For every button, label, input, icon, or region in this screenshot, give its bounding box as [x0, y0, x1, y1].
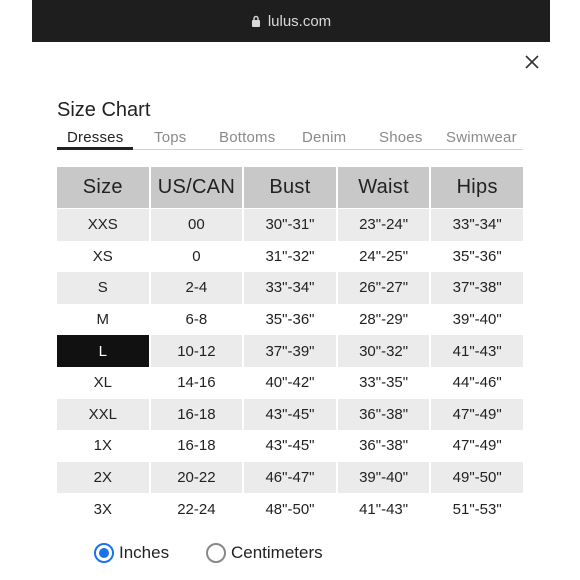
- table-body: [57, 209, 523, 525]
- table-row: [57, 241, 523, 273]
- cell-hips: 37"-38": [431, 272, 523, 304]
- table-row: [57, 304, 523, 336]
- browser-address-bar[interactable]: [32, 0, 550, 42]
- cell-size: XXL: [57, 399, 149, 431]
- cell-size: S: [57, 272, 149, 304]
- cell-waist: 36"-38": [338, 399, 430, 431]
- unit-selector: [94, 543, 414, 567]
- tab-tops[interactable]: Tops: [154, 129, 187, 146]
- cell-size: XS: [92, 247, 113, 265]
- radio-inches-circle[interactable]: [94, 543, 114, 563]
- cell-hips: 51"-53": [452, 500, 502, 518]
- radio-centimeters[interactable]: [206, 543, 323, 563]
- cell-us-can: 20-22: [151, 462, 243, 494]
- tab-denim[interactable]: Denim: [302, 129, 347, 146]
- cell-waist: 30"-32": [338, 335, 430, 367]
- page-margin-right: [550, 0, 580, 580]
- header-size: Size: [57, 167, 149, 208]
- cell-waist: 36"-38": [359, 437, 409, 455]
- cell-size: XXS: [57, 209, 149, 241]
- cell-waist: 33"-35": [359, 374, 409, 392]
- table-row: [57, 430, 523, 462]
- active-tab-underline: [57, 147, 133, 150]
- table-header-row: [57, 167, 523, 208]
- cell-us-can: 16-18: [177, 437, 216, 455]
- header-bust: Bust: [244, 167, 336, 208]
- table-row: [57, 367, 523, 399]
- table-row: [57, 272, 523, 304]
- cell-hips: 47"-49": [452, 437, 502, 455]
- cell-us-can: 0: [192, 247, 201, 265]
- tab-swimwear[interactable]: Swimwear: [446, 129, 517, 146]
- size-table: [57, 167, 523, 525]
- cell-size: L: [57, 335, 149, 367]
- cell-bust: 48"-50": [265, 500, 315, 518]
- cell-hips: 35"-36": [452, 247, 502, 265]
- radio-inches[interactable]: [94, 543, 169, 563]
- modal-title: Size Chart: [57, 99, 151, 121]
- cell-bust: 40"-42": [265, 374, 315, 392]
- cell-size: 3X: [93, 500, 112, 518]
- tab-dresses[interactable]: Dresses: [67, 129, 124, 146]
- cell-us-can: 14-16: [177, 374, 216, 392]
- cell-size: XL: [93, 374, 112, 392]
- table-row: [57, 399, 523, 431]
- radio-centimeters-circle[interactable]: [206, 543, 226, 563]
- cell-hips: 41"-43": [431, 335, 523, 367]
- cell-us-can: 00: [151, 209, 243, 241]
- lock-icon: [251, 15, 261, 27]
- cell-us-can: 16-18: [151, 399, 243, 431]
- category-tabs: [57, 126, 523, 150]
- cell-size: M: [96, 311, 110, 329]
- cell-bust: 43"-45": [265, 437, 315, 455]
- cell-bust: 35"-36": [265, 311, 315, 329]
- cell-hips: 44"-46": [452, 374, 502, 392]
- tab-bottoms[interactable]: Bottoms: [219, 129, 276, 146]
- cell-waist: 23"-24": [338, 209, 430, 241]
- table-row: [57, 335, 523, 367]
- table-row: [57, 462, 523, 494]
- cell-bust: 37"-39": [244, 335, 336, 367]
- cell-waist: 41"-43": [359, 500, 409, 518]
- header-waist: Waist: [338, 167, 430, 208]
- table-row: [57, 209, 523, 241]
- cell-hips: 39"-40": [452, 311, 502, 329]
- cell-waist: 24"-25": [359, 247, 409, 265]
- cell-us-can: 2-4: [151, 272, 243, 304]
- cell-bust: 33"-34": [244, 272, 336, 304]
- cell-us-can: 22-24: [177, 500, 216, 518]
- cell-size: 2X: [57, 462, 149, 494]
- radio-centimeters-label: Centimeters: [231, 543, 323, 562]
- cell-bust: 43"-45": [244, 399, 336, 431]
- cell-us-can: 10-12: [151, 335, 243, 367]
- url-text: lulus.com: [267, 12, 332, 30]
- tab-shoes[interactable]: Shoes: [379, 129, 423, 146]
- table-row: [57, 493, 523, 525]
- cell-hips: 49"-50": [431, 462, 523, 494]
- cell-waist: 28"-29": [359, 311, 409, 329]
- cell-waist: 26"-27": [338, 272, 430, 304]
- cell-bust: 46"-47": [244, 462, 336, 494]
- close-icon[interactable]: [521, 51, 543, 73]
- cell-hips: 47"-49": [431, 399, 523, 431]
- page-margin-left: [0, 0, 32, 580]
- cell-hips: 33"-34": [431, 209, 523, 241]
- cell-waist: 39"-40": [338, 462, 430, 494]
- radio-inches-label: Inches: [119, 543, 170, 562]
- cell-bust: 31"-32": [265, 247, 315, 265]
- cell-us-can: 6-8: [185, 311, 208, 329]
- header-us-can: US/CAN: [151, 167, 243, 208]
- header-hips: Hips: [431, 167, 523, 208]
- cell-bust: 30"-31": [244, 209, 336, 241]
- cell-size: 1X: [93, 437, 112, 455]
